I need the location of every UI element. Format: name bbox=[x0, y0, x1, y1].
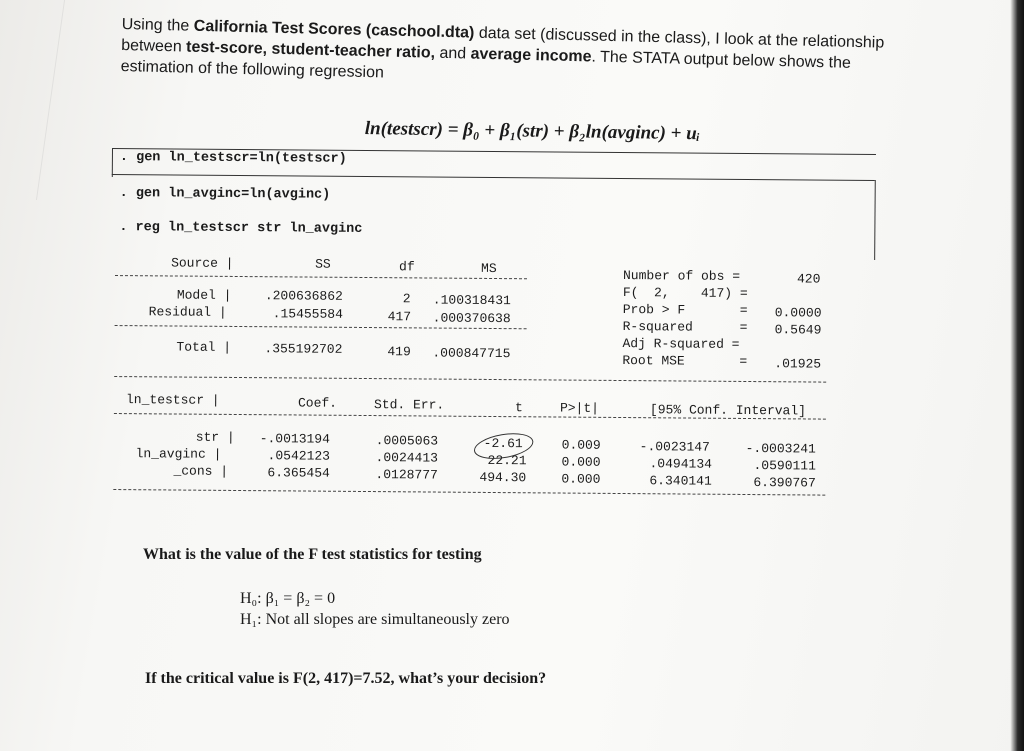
stat-label: Adj R-squared = bbox=[622, 336, 740, 352]
anova-header-df: df bbox=[399, 259, 415, 275]
coef-divider bbox=[114, 376, 826, 383]
stat-label: F( 2, 417) = bbox=[622, 285, 748, 301]
coef-t: 494.30 bbox=[479, 469, 527, 486]
stat-value: 420 bbox=[796, 271, 821, 287]
intro-income: average income bbox=[470, 45, 592, 66]
coef-p: 0.009 bbox=[561, 437, 601, 453]
intro-dataset: California Test Scores (caschool.dta) bbox=[193, 17, 475, 42]
coef-divider bbox=[113, 489, 825, 496]
coef-value: .0542123 bbox=[267, 448, 331, 464]
stat-label: R-squared = bbox=[622, 319, 748, 335]
coef-ci-lo: 6.340141 bbox=[649, 473, 712, 489]
coef-ci-lo: .0494134 bbox=[649, 456, 713, 472]
coef-t: 22.21 bbox=[487, 452, 527, 469]
anova-ms: .000370638 bbox=[432, 310, 511, 327]
coef-t: -2.61 bbox=[483, 435, 523, 452]
coef-ci-lo: -.0023147 bbox=[639, 439, 710, 455]
command-gen-testscr: . gen ln_testscr=ln(testscr) bbox=[119, 150, 347, 167]
question-decision: If the critical value is F(2, 417)=7.52, what’s your decision? bbox=[145, 670, 547, 687]
anova-header-source: Source | bbox=[171, 255, 234, 271]
intro-vars: test-score, student-teacher ratio, bbox=[185, 38, 436, 62]
stat-label: Root MSE = bbox=[622, 353, 748, 369]
coef-header-p: P>|t| bbox=[559, 400, 600, 416]
stat-value: .01925 bbox=[774, 356, 822, 372]
anova-header-ss: SS bbox=[315, 256, 331, 272]
coef-var: ln_avginc | bbox=[135, 446, 222, 462]
stat-label: Prob > F = bbox=[622, 302, 748, 318]
anova-ss: .200636862 bbox=[264, 288, 343, 304]
regression-equation: ln(testscr) = β₀ + β₁(str) + β₂ln(avginc) + uᵢ bbox=[364, 118, 701, 145]
intro-line3: estimation of the following regression bbox=[120, 57, 385, 82]
output-frame-right bbox=[874, 180, 877, 260]
coef-header-dep: ln_testscr | bbox=[125, 392, 220, 408]
anova-df: 419 bbox=[387, 344, 411, 360]
command-gen-avginc: . gen ln_avginc=ln(avginc) bbox=[119, 186, 331, 203]
intro-text: Using the bbox=[121, 15, 194, 35]
anova-ss: .355192702 bbox=[264, 341, 343, 357]
alternative-hypothesis: H₁: Not all slopes are simultaneously zero bbox=[240, 611, 510, 628]
intro-text: data set (discussed in the class), I look at the relationship bbox=[474, 24, 885, 52]
stat-label: Number of obs = bbox=[622, 268, 741, 284]
coef-header-t: t bbox=[514, 400, 523, 416]
coef-value: -.0013194 bbox=[259, 431, 330, 447]
stat-value: 0.0000 bbox=[774, 305, 822, 321]
intro-paragraph bbox=[120, 14, 891, 96]
anova-source: Total | bbox=[176, 339, 232, 355]
question-f-test: What is the value of the F test statistics for testing bbox=[143, 546, 482, 563]
intro-text: . The STATA output below shows the bbox=[591, 48, 852, 72]
anova-ms: .100318431 bbox=[432, 292, 511, 309]
coef-var: _cons | bbox=[173, 463, 229, 479]
page-edge bbox=[1010, 0, 1024, 751]
intro-text: between bbox=[121, 36, 187, 56]
stata-output bbox=[109, 148, 880, 509]
coef-ci-hi: -.0003241 bbox=[745, 440, 816, 457]
stat-value: 0.5649 bbox=[774, 322, 822, 338]
coef-ci-hi: .0590111 bbox=[753, 458, 817, 474]
coef-se: .0128777 bbox=[375, 467, 438, 483]
anova-df: 417 bbox=[387, 309, 412, 325]
anova-ss: .15455584 bbox=[272, 306, 343, 322]
anova-source: Residual | bbox=[148, 304, 227, 320]
anova-df: 2 bbox=[402, 291, 411, 307]
coef-header-ci: [95% Conf. Interval] bbox=[649, 402, 807, 419]
null-hypothesis: H₀: β₁ = β₂ = 0 bbox=[240, 590, 336, 607]
anova-divider bbox=[115, 275, 527, 279]
anova-header-ms: MS bbox=[481, 260, 497, 277]
paper-fold bbox=[0, 0, 65, 200]
coef-value: 6.365454 bbox=[267, 465, 330, 481]
coef-se: .0024413 bbox=[375, 450, 439, 466]
anova-source: Model | bbox=[176, 287, 232, 303]
intro-text: and bbox=[434, 44, 471, 63]
coef-p: 0.000 bbox=[561, 454, 601, 470]
coef-ci-hi: 6.390767 bbox=[753, 475, 816, 491]
anova-ms: .000847715 bbox=[432, 345, 511, 362]
coef-var: str | bbox=[195, 429, 235, 445]
coef-header-se: Std. Err. bbox=[373, 397, 445, 413]
coef-p: 0.000 bbox=[561, 471, 601, 487]
command-reg: . reg ln_testscr str ln_avginc bbox=[119, 220, 363, 237]
coef-se: .0005063 bbox=[375, 433, 439, 449]
coef-header-coef: Coef. bbox=[297, 395, 338, 411]
